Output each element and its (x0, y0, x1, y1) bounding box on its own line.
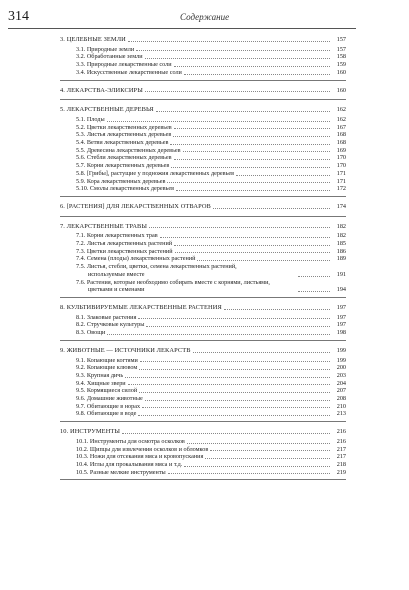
toc-subsection-entry (60, 240, 346, 248)
dot-leader (174, 245, 330, 246)
toc-subsection-entry (60, 446, 346, 454)
subsection-title: 5.7. Корни лекарственных деревьев (76, 162, 170, 170)
toc-chapter-entry (60, 87, 346, 95)
dot-leader (175, 252, 330, 253)
subsection-title: 10.1. Инструменты для осмотра осколков (76, 437, 185, 445)
dot-leader (184, 466, 330, 467)
subsection-page-number: 157 (336, 45, 346, 53)
chapter-title: 6. [РАСТЕНИЯ] ДЛЯ ЛЕКАРСТВЕННЫХ ОТВАРОВ (60, 202, 211, 210)
dot-leader (174, 128, 330, 129)
dot-leader (145, 91, 330, 92)
toc-chapter-entry (60, 36, 346, 44)
chapter-page-number: 182 (336, 222, 346, 230)
subsection-title: 7.1. Корни лекарственных трав (76, 232, 158, 240)
chapter-page-number: 160 (336, 86, 346, 94)
running-title: Содержание (180, 12, 230, 22)
dot-leader (173, 136, 330, 137)
toc-subsection-entry (60, 403, 346, 411)
dot-leader (128, 384, 330, 385)
subsection-title: 10.4. Иглы для прокалывания мяса и т.д. (76, 460, 183, 468)
subsection-title: 3.3. Природные лекарственные соли (76, 61, 172, 69)
subsection-title-line: 7.6. Растения, которые необходимо собирать вместе с корнями, листьями, (76, 278, 270, 286)
subsection-page-number: 167 (336, 123, 346, 131)
dot-leader (136, 50, 330, 51)
toc-subsection-entry (60, 162, 346, 170)
subsection-page-number: 172 (336, 185, 346, 193)
chapter-title: 9. ЖИВОТНЫЕ — ИСТОЧНИКИ ЛЕКАРСТВ (60, 346, 191, 354)
dot-leader (298, 291, 330, 292)
subsection-title: 3.4. Искусственные лекарственные соли (76, 68, 182, 76)
subsection-page-number: 216 (336, 437, 346, 445)
toc-section (60, 428, 346, 480)
subsection-page-number: 217 (336, 453, 346, 461)
subsection-title: 9.3. Крупная дичь (76, 371, 124, 379)
chapter-title: 8. КУЛЬТИВИРУЕМЫЕ ЛЕКАРСТВЕННЫЕ РАСТЕНИЯ (60, 303, 222, 311)
dot-leader (167, 182, 330, 183)
dot-leader (145, 58, 330, 59)
toc-subsection-entry (60, 357, 346, 365)
toc-subsection-entry (60, 453, 346, 461)
toc-subsection-entry (60, 380, 346, 388)
toc-subsection-entry (60, 61, 346, 69)
toc-chapter-entry (60, 347, 346, 355)
toc-chapter-entry (60, 203, 346, 211)
toc-subsection-entry (60, 263, 346, 278)
dot-leader (107, 334, 330, 335)
dot-leader (122, 433, 330, 434)
dot-leader (125, 377, 330, 378)
dot-leader (210, 450, 330, 451)
chapter-page-number: 157 (336, 36, 346, 43)
dot-leader (236, 175, 330, 176)
toc-subsection-entry (60, 314, 346, 322)
toc-chapter-entry (60, 106, 346, 114)
subsection-title: 10.5. Разные мелкие инструменты (76, 468, 166, 476)
dot-leader (142, 407, 330, 408)
subsection-page-number: 168 (336, 131, 346, 139)
subsection-page-number: 162 (336, 115, 346, 123)
dot-leader (298, 276, 330, 277)
toc-subsection-entry (60, 255, 346, 263)
subsection-page-number: 199 (336, 356, 346, 364)
subsection-page-number: 197 (336, 313, 346, 321)
dot-leader (176, 190, 330, 191)
dot-leader (170, 144, 330, 145)
subsection-page-number: 213 (336, 410, 346, 418)
subsection-title: 9.6. Домашние животные (76, 395, 143, 403)
subsection-page-number: 182 (336, 232, 346, 240)
subsection-title: 8.2. Стручковые культуры (76, 321, 145, 329)
dot-leader (160, 237, 330, 238)
toc-subsection-entry (60, 410, 346, 418)
subsection-title: 9.4. Хищные звери (76, 379, 126, 387)
subsection-page-number: 194 (336, 286, 346, 294)
dot-leader (139, 392, 330, 393)
subsection-page-number: 170 (336, 162, 346, 170)
subsection-title: 9.1. Копающие когтями (76, 356, 138, 364)
toc-subsection-entry (60, 372, 346, 380)
subsection-title: 7.4. Семена (плоды) лекарственных растений (76, 255, 196, 263)
subsection-title: 5.8. [Грибы], растущие у подножия лекарственных деревьев (76, 169, 235, 177)
subsection-page-number: 158 (336, 53, 346, 61)
subsection-title: 5.6. Стебли лекарственных деревьев (76, 154, 172, 162)
subsection-page-number: 204 (336, 379, 346, 387)
toc-subsection-entry (60, 131, 346, 139)
subsection-page-number: 198 (336, 329, 346, 337)
dot-leader (107, 121, 330, 122)
subsection-page-number: 160 (336, 68, 346, 76)
toc-subsection-entry (60, 387, 346, 395)
dot-leader (145, 400, 330, 401)
subsection-title: 5.4. Ветви лекарственных деревьев (76, 139, 169, 147)
subsection-title (60, 279, 296, 294)
subsection-title-continuation: используемые вместе (88, 270, 145, 278)
dot-leader (174, 66, 330, 67)
dot-leader (138, 415, 330, 416)
subsection-page-number: 219 (336, 468, 346, 476)
toc-subsection-entry (60, 154, 346, 162)
dot-leader (174, 159, 331, 160)
toc-subsection-entry (60, 170, 346, 178)
dot-leader (224, 309, 330, 310)
subsection-page-number: 203 (336, 371, 346, 379)
subsection-page-number: 197 (336, 321, 346, 329)
subsection-title: 9.8. Обитающие в воде (76, 410, 137, 418)
toc-section (60, 347, 346, 422)
toc-section (60, 304, 346, 341)
toc-subsection-entry (60, 364, 346, 372)
subsection-page-number: 189 (336, 255, 346, 263)
subsection-title: 5.10. Смолы лекарственных деревьев (76, 185, 175, 193)
chapter-title: 10. ИНСТРУМЕНТЫ (60, 428, 121, 436)
toc-subsection-entry (60, 469, 346, 477)
chapter-page-number: 199 (336, 346, 346, 354)
dot-leader (168, 473, 330, 474)
subsection-page-number: 159 (336, 61, 346, 69)
subsection-title: 10.3. Ножи для отсекания мяса и кровопускания (76, 453, 204, 461)
toc-subsection-entry (60, 46, 346, 54)
toc-subsection-entry (60, 329, 346, 337)
toc-section (60, 36, 346, 81)
table-of-contents (60, 36, 346, 486)
dot-leader (213, 208, 330, 209)
toc-subsection-entry (60, 139, 346, 147)
dot-leader (197, 260, 330, 261)
dot-leader (193, 352, 330, 353)
dot-leader (149, 227, 330, 228)
subsection-page-number: 168 (336, 139, 346, 147)
subsection-title: 9.7. Обитающие в норах (76, 402, 141, 410)
subsection-title: 3.2. Обработанные земли (76, 53, 143, 61)
chapter-page-number: 216 (336, 428, 346, 436)
dot-leader (156, 111, 330, 112)
subsection-title: 5.1. Плоды (76, 115, 105, 123)
subsection-page-number: 217 (336, 445, 346, 453)
subsection-title: 5.2. Цветки лекарственных деревьев (76, 123, 172, 131)
subsection-page-number: 207 (336, 387, 346, 395)
toc-subsection-entry (60, 185, 346, 193)
page-number: 314 (8, 9, 29, 24)
subsection-title: 9.2. Копающие клювом (76, 364, 138, 372)
chapter-page-number: 174 (336, 202, 346, 210)
subsection-page-number: 171 (336, 177, 346, 185)
toc-section (60, 203, 346, 217)
toc-subsection-entry (60, 395, 346, 403)
toc-subsection-entry (60, 69, 346, 77)
toc-subsection-entry (60, 438, 346, 446)
toc-subsection-entry (60, 321, 346, 329)
subsection-title-continuation: цветками и семенами (88, 286, 145, 294)
subsection-title: 8.3. Овощи (76, 329, 106, 337)
subsection-page-number: 218 (336, 460, 346, 468)
toc-chapter-entry (60, 428, 346, 436)
subsection-title: 5.9. Кора лекарственных деревьев (76, 177, 166, 185)
chapter-title: 7. ЛЕКАРСТВЕННЫЕ ТРАВЫ (60, 222, 148, 230)
dot-leader (184, 74, 330, 75)
subsection-title: 7.2. Листья лекарственных растений (76, 240, 173, 248)
toc-chapter-entry (60, 304, 346, 312)
subsection-title: 9.5. Кормящиеся силой (76, 387, 138, 395)
chapter-title: 4. ЛЕКАРСТВА-ЭЛИКСИРЫ (60, 86, 143, 94)
toc-subsection-entry (60, 124, 346, 132)
toc-subsection-entry (60, 232, 346, 240)
header-rule (8, 28, 356, 29)
toc-chapter-entry (60, 223, 346, 231)
dot-leader (139, 369, 330, 370)
dot-leader (140, 361, 330, 362)
subsection-page-number: 191 (336, 270, 346, 278)
subsection-title: 10.2. Щипцы для извлечения осколков и обломков (76, 445, 209, 453)
subsection-title: 8.1. Злаковые растения (76, 313, 137, 321)
subsection-page-number: 169 (336, 146, 346, 154)
toc-subsection-entry (60, 178, 346, 186)
toc-subsection-entry (60, 279, 346, 294)
chapter-title: 3. ЦЕЛЕБНЫЕ ЗЕМЛИ (60, 36, 126, 43)
dot-leader (171, 167, 330, 168)
subsection-page-number: 171 (336, 169, 346, 177)
toc-subsection-entry (60, 116, 346, 124)
dot-leader (205, 458, 330, 459)
subsection-page-number: 210 (336, 402, 346, 410)
toc-subsection-entry (60, 248, 346, 256)
subsection-page-number: 208 (336, 395, 346, 403)
subsection-page-number: 170 (336, 154, 346, 162)
dot-leader (187, 443, 330, 444)
dot-leader (138, 318, 330, 319)
subsection-title: 7.3. Цветки лекарственных растений (76, 247, 173, 255)
toc-subsection-entry (60, 53, 346, 61)
toc-subsection-entry (60, 461, 346, 469)
subsection-title: 5.5. Древесина лекарственных деревьев (76, 146, 181, 154)
subsection-title-line: 7.5. Листья, стебли, цветки, семена лекарственных растений, (76, 263, 237, 271)
subsection-page-number: 186 (336, 247, 346, 255)
subsection-page-number: 200 (336, 364, 346, 372)
dot-leader (146, 326, 330, 327)
chapter-page-number: 162 (336, 106, 346, 114)
subsection-title: 3.1. Природные земли (76, 45, 135, 53)
dot-leader (128, 41, 330, 42)
toc-section (60, 87, 346, 101)
dot-leader (183, 151, 330, 152)
subsection-page-number: 185 (336, 240, 346, 248)
subsection-title (60, 263, 296, 278)
toc-subsection-entry (60, 147, 346, 155)
toc-section (60, 223, 346, 298)
chapter-title: 5. ЛЕКАРСТВЕННЫЕ ДЕРЕВЬЯ (60, 106, 154, 114)
toc-section (60, 106, 346, 197)
chapter-page-number: 197 (336, 303, 346, 311)
subsection-title: 5.3. Листья лекарственных деревьев (76, 131, 172, 139)
